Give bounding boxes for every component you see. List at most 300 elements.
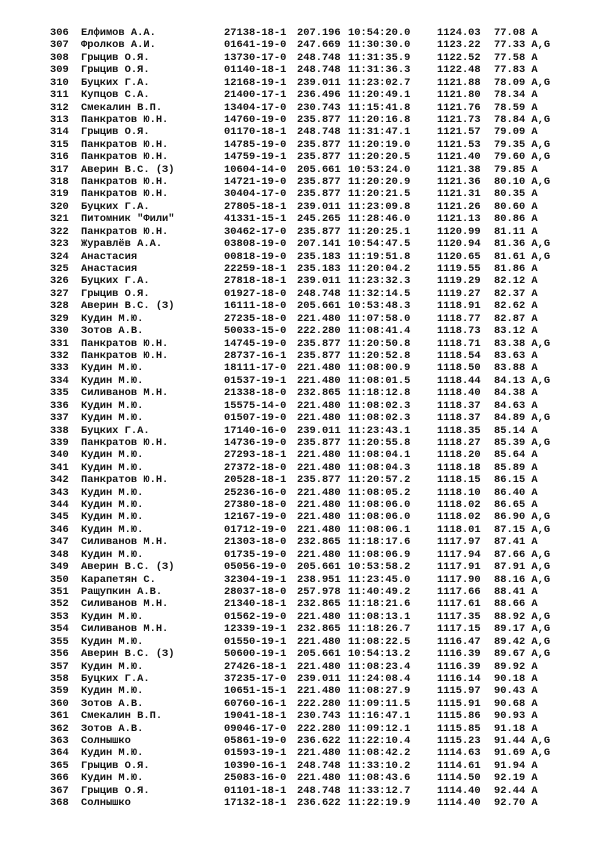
owner-name: Солнышко: [81, 735, 131, 748]
place: 352: [50, 598, 69, 611]
coefficient: 84.89 A,G: [494, 412, 551, 425]
distance: 235.877: [297, 436, 341, 449]
coefficient: 81.11 A: [494, 225, 538, 238]
table-row: [50, 238, 590, 250]
arrival-time: 11:08:00.9: [348, 362, 411, 375]
owner-name: Анастасия: [81, 263, 138, 276]
table-row: [50, 760, 590, 772]
ring-number: 10651-15-1: [224, 685, 287, 698]
table-row: [50, 549, 590, 561]
arrival-time: 11:23:45.0: [348, 573, 411, 586]
coefficient: 80.10 A,G: [494, 176, 551, 189]
arrival-time: 11:20:21.5: [348, 188, 411, 201]
arrival-time: 11:07:58.0: [348, 312, 411, 325]
ring-number: 14759-19-1: [224, 151, 287, 164]
distance: 221.480: [297, 312, 341, 325]
ring-number: 27138-18-1: [224, 27, 287, 39]
speed: 1121.73: [437, 113, 481, 126]
distance: 205.661: [297, 163, 341, 176]
distance: 221.480: [297, 399, 341, 412]
place: 360: [50, 697, 69, 710]
speed: 1121.76: [437, 101, 481, 114]
arrival-time: 10:53:58.2: [348, 561, 411, 574]
place: 329: [50, 312, 69, 325]
speed: 1118.54: [437, 349, 481, 362]
distance: 221.480: [297, 374, 341, 387]
coefficient: 79.85 A: [494, 163, 538, 176]
arrival-time: 10:54:47.5: [348, 238, 411, 251]
coefficient: 78.09 A,G: [494, 76, 551, 89]
coefficient: 83.88 A: [494, 362, 538, 375]
arrival-time: 11:20:50.8: [348, 337, 411, 350]
distance: 257.978: [297, 585, 341, 598]
distance: 221.480: [297, 660, 341, 673]
distance: 236.496: [297, 89, 341, 102]
distance: 221.480: [297, 412, 341, 425]
arrival-time: 11:08:04.1: [348, 449, 411, 462]
ring-number: 30404-17-0: [224, 188, 287, 201]
distance: 235.877: [297, 474, 341, 487]
owner-name: Кудин М.Ю.: [81, 499, 144, 512]
coefficient: 88.66 A: [494, 598, 538, 611]
owner-name: Панкратов Ю.Н.: [81, 337, 169, 350]
distance: 239.011: [297, 275, 341, 288]
place: 368: [50, 797, 69, 810]
arrival-time: 11:33:12.7: [348, 784, 411, 797]
speed: 1121.40: [437, 151, 481, 164]
place: 349: [50, 561, 69, 574]
arrival-time: 11:31:36.3: [348, 64, 411, 77]
ring-number: 14736-19-0: [224, 436, 287, 449]
ring-number: 27426-18-1: [224, 660, 287, 673]
speed: 1124.03: [437, 27, 481, 39]
distance: 248.748: [297, 759, 341, 772]
place: 318: [50, 176, 69, 189]
owner-name: Кудин М.Ю.: [81, 772, 144, 785]
distance: 230.743: [297, 710, 341, 723]
place: 311: [50, 89, 69, 102]
place: 359: [50, 685, 69, 698]
ring-number: 13730-17-0: [224, 51, 287, 64]
owner-name: Смекалин В.П.: [81, 101, 163, 114]
distance: 245.265: [297, 213, 341, 226]
coefficient: 89.67 A,G: [494, 648, 551, 661]
arrival-time: 11:08:02.3: [348, 412, 411, 425]
ring-number: 01735-19-0: [224, 548, 287, 561]
speed: 1118.50: [437, 362, 481, 375]
ring-number: 21338-18-0: [224, 387, 287, 400]
coefficient: 92.19 A: [494, 772, 538, 785]
coefficient: 81.61 A,G: [494, 250, 551, 263]
owner-name: Панкратов Ю.Н.: [81, 113, 169, 126]
table-row: [50, 511, 590, 523]
ring-number: 32304-19-1: [224, 573, 287, 586]
distance: 221.480: [297, 685, 341, 698]
arrival-time: 11:09:11.5: [348, 697, 411, 710]
owner-name: Силиванов М.Н.: [81, 598, 169, 611]
ring-number: 25083-16-0: [224, 772, 287, 785]
speed: 1117.35: [437, 610, 481, 623]
owner-name: Питомник "Фили": [81, 213, 175, 226]
place: 367: [50, 784, 69, 797]
table-row: [50, 64, 590, 76]
coefficient: 87.66 A,G: [494, 548, 551, 561]
distance: 235.877: [297, 113, 341, 126]
coefficient: 90.93 A: [494, 710, 538, 723]
distance: 232.865: [297, 536, 341, 549]
place: 335: [50, 387, 69, 400]
owner-name: Кудин М.Ю.: [81, 610, 144, 623]
owner-name: Буцких Г.А.: [81, 275, 150, 288]
ring-number: 50033-15-0: [224, 325, 287, 338]
owner-name: Аверин В.С. (З): [81, 163, 175, 176]
speed: 1117.97: [437, 536, 481, 549]
speed: 1118.71: [437, 337, 481, 350]
owner-name: Буцких Г.А.: [81, 76, 150, 89]
place: 332: [50, 349, 69, 362]
owner-name: Кудин М.Ю.: [81, 486, 144, 499]
coefficient: 77.08 A: [494, 27, 538, 39]
distance: 248.748: [297, 784, 341, 797]
table-row: [50, 151, 590, 163]
speed: 1117.94: [437, 548, 481, 561]
table-row: [50, 598, 590, 610]
ring-number: 03808-19-0: [224, 238, 287, 251]
table-row: [50, 723, 590, 735]
coefficient: 88.41 A: [494, 585, 538, 598]
place: 340: [50, 449, 69, 462]
coefficient: 84.63 A: [494, 399, 538, 412]
distance: 247.669: [297, 39, 341, 52]
speed: 1114.40: [437, 784, 481, 797]
owner-name: Анастасия: [81, 250, 138, 263]
arrival-time: 11:08:06.9: [348, 548, 411, 561]
arrival-time: 11:15:41.8: [348, 101, 411, 114]
distance: 232.865: [297, 623, 341, 636]
speed: 1114.63: [437, 747, 481, 760]
arrival-time: 11:20:49.1: [348, 89, 411, 102]
speed: 1118.77: [437, 312, 481, 325]
coefficient: 92.44 A: [494, 784, 538, 797]
arrival-time: 11:23:43.1: [348, 424, 411, 437]
place: 327: [50, 287, 69, 300]
owner-name: Буцких Г.А.: [81, 424, 150, 437]
table-row: [50, 375, 590, 387]
arrival-time: 11:18:26.7: [348, 623, 411, 636]
owner-name: Грыцив О.Я.: [81, 51, 150, 64]
arrival-time: 10:53:48.3: [348, 300, 411, 313]
ring-number: 17132-18-1: [224, 797, 287, 810]
owner-name: Панкратов Ю.Н.: [81, 225, 169, 238]
table-row: [50, 77, 590, 89]
place: 350: [50, 573, 69, 586]
owner-name: Кудин М.Ю.: [81, 449, 144, 462]
table-row: [50, 673, 590, 685]
table-row: [50, 350, 590, 362]
arrival-time: 11:08:27.9: [348, 685, 411, 698]
ring-number: 01593-19-1: [224, 747, 287, 760]
ring-number: 12167-19-0: [224, 511, 287, 524]
owner-name: Силиванов М.Н.: [81, 387, 169, 400]
arrival-time: 11:08:06.0: [348, 499, 411, 512]
owner-name: Кудин М.Ю.: [81, 548, 144, 561]
arrival-time: 11:20:25.1: [348, 225, 411, 238]
ring-number: 10604-14-0: [224, 163, 287, 176]
owner-name: Ращупкин А.В.: [81, 585, 163, 598]
table-row: [50, 226, 590, 238]
distance: 248.748: [297, 64, 341, 77]
arrival-time: 11:23:09.8: [348, 200, 411, 213]
table-row: [50, 698, 590, 710]
table-row: [50, 561, 590, 573]
distance: 230.743: [297, 101, 341, 114]
speed: 1118.73: [437, 325, 481, 338]
speed: 1118.91: [437, 300, 481, 313]
ring-number: 18111-17-0: [224, 362, 287, 375]
owner-name: Карапетян С.: [81, 573, 156, 586]
table-row: [50, 387, 590, 399]
coefficient: 91.94 A: [494, 759, 538, 772]
coefficient: 87.41 A: [494, 536, 538, 549]
speed: 1122.48: [437, 64, 481, 77]
ring-number: 05056-19-0: [224, 561, 287, 574]
ring-number: 01562-19-0: [224, 610, 287, 623]
place: 339: [50, 436, 69, 449]
distance: 235.877: [297, 176, 341, 189]
coefficient: 83.63 A: [494, 349, 538, 362]
coefficient: 78.84 A,G: [494, 113, 551, 126]
ring-number: 19041-18-1: [224, 710, 287, 723]
arrival-time: 11:20:04.2: [348, 263, 411, 276]
table-row: [50, 39, 590, 51]
table-row: [50, 611, 590, 623]
coefficient: 90.18 A: [494, 672, 538, 685]
arrival-time: 11:09:12.1: [348, 722, 411, 735]
distance: 222.280: [297, 325, 341, 338]
place: 344: [50, 499, 69, 512]
table-row: [50, 648, 590, 660]
table-row: [50, 263, 590, 275]
owner-name: Кудин М.Ю.: [81, 374, 144, 387]
ring-number: 14785-19-0: [224, 138, 287, 151]
arrival-time: 11:08:02.3: [348, 399, 411, 412]
coefficient: 90.68 A: [494, 697, 538, 710]
table-row: [50, 251, 590, 263]
table-row: [50, 412, 590, 424]
arrival-time: 11:31:35.9: [348, 51, 411, 64]
owner-name: Панкратов Ю.Н.: [81, 176, 169, 189]
ring-number: 13404-17-0: [224, 101, 287, 114]
speed: 1115.86: [437, 710, 481, 723]
place: 346: [50, 523, 69, 536]
coefficient: 82.37 A: [494, 287, 538, 300]
distance: 239.011: [297, 672, 341, 685]
speed: 1121.88: [437, 76, 481, 89]
arrival-time: 11:08:41.4: [348, 325, 411, 338]
owner-name: Аверин В.С. (З): [81, 648, 175, 661]
ring-number: 27372-18-0: [224, 461, 287, 474]
place: 321: [50, 213, 69, 226]
speed: 1114.61: [437, 759, 481, 772]
distance: 232.865: [297, 598, 341, 611]
table-row: [50, 437, 590, 449]
place: 312: [50, 101, 69, 114]
speed: 1118.02: [437, 499, 481, 512]
place: 324: [50, 250, 69, 263]
speed: 1116.39: [437, 660, 481, 673]
place: 323: [50, 238, 69, 251]
arrival-time: 11:20:16.8: [348, 113, 411, 126]
place: 322: [50, 225, 69, 238]
arrival-time: 11:23:32.3: [348, 275, 411, 288]
table-row: [50, 27, 590, 39]
place: 353: [50, 610, 69, 623]
arrival-time: 11:20:19.0: [348, 138, 411, 151]
speed: 1122.52: [437, 51, 481, 64]
distance: 205.661: [297, 300, 341, 313]
coefficient: 92.70 A: [494, 797, 538, 810]
distance: 222.280: [297, 722, 341, 735]
owner-name: Грыцив О.Я.: [81, 287, 150, 300]
coefficient: 78.34 A: [494, 89, 538, 102]
place: 309: [50, 64, 69, 77]
owner-name: Грыцив О.Я.: [81, 126, 150, 139]
distance: 205.661: [297, 648, 341, 661]
place: 330: [50, 325, 69, 338]
speed: 1119.27: [437, 287, 481, 300]
distance: 235.877: [297, 349, 341, 362]
speed: 1117.15: [437, 623, 481, 636]
speed: 1120.94: [437, 238, 481, 251]
distance: 205.661: [297, 561, 341, 574]
speed: 1118.44: [437, 374, 481, 387]
table-row: [50, 325, 590, 337]
owner-name: Кудин М.Ю.: [81, 362, 144, 375]
place: 315: [50, 138, 69, 151]
speed: 1120.99: [437, 225, 481, 238]
arrival-time: 11:40:49.2: [348, 585, 411, 598]
speed: 1119.29: [437, 275, 481, 288]
owner-name: Кудин М.Ю.: [81, 685, 144, 698]
owner-name: Панкратов Ю.Н.: [81, 474, 169, 487]
distance: 239.011: [297, 424, 341, 437]
table-row: [50, 710, 590, 722]
owner-name: Панкратов Ю.Н.: [81, 151, 169, 164]
table-row: [50, 685, 590, 697]
speed: 1119.55: [437, 263, 481, 276]
coefficient: 84.13 A,G: [494, 374, 551, 387]
owner-name: Кудин М.Ю.: [81, 312, 144, 325]
speed: 1118.15: [437, 474, 481, 487]
speed: 1118.02: [437, 511, 481, 524]
arrival-time: 11:18:17.6: [348, 536, 411, 549]
ring-number: 01927-18-0: [224, 287, 287, 300]
ring-number: 12168-19-1: [224, 76, 287, 89]
owner-name: Панкратов Ю.Н.: [81, 436, 169, 449]
ring-number: 21303-18-0: [224, 536, 287, 549]
coefficient: 82.12 A: [494, 275, 538, 288]
ring-number: 25236-16-0: [224, 486, 287, 499]
arrival-time: 11:19:51.8: [348, 250, 411, 263]
distance: 221.480: [297, 511, 341, 524]
distance: 221.480: [297, 486, 341, 499]
place: 338: [50, 424, 69, 437]
place: 326: [50, 275, 69, 288]
coefficient: 78.59 A: [494, 101, 538, 114]
table-row: [50, 139, 590, 151]
arrival-time: 11:20:52.8: [348, 349, 411, 362]
speed: 1117.91: [437, 561, 481, 574]
table-row: [50, 487, 590, 499]
place: 317: [50, 163, 69, 176]
coefficient: 77.83 A: [494, 64, 538, 77]
ring-number: 30462-17-0: [224, 225, 287, 238]
owner-name: Солнышко: [81, 797, 131, 810]
distance: 239.011: [297, 76, 341, 89]
distance: 235.877: [297, 225, 341, 238]
speed: 1121.57: [437, 126, 481, 139]
coefficient: 86.40 A: [494, 486, 538, 499]
owner-name: Кудин М.Ю.: [81, 635, 144, 648]
ring-number: 37235-17-0: [224, 672, 287, 685]
speed: 1121.38: [437, 163, 481, 176]
distance: 222.280: [297, 697, 341, 710]
coefficient: 79.60 A,G: [494, 151, 551, 164]
ring-number: 21340-18-1: [224, 598, 287, 611]
owner-name: Аверин В.С. (З): [81, 561, 175, 574]
place: 357: [50, 660, 69, 673]
place: 355: [50, 635, 69, 648]
ring-number: 01507-19-0: [224, 412, 287, 425]
table-row: [50, 623, 590, 635]
speed: 1116.47: [437, 635, 481, 648]
owner-name: Панкратов Ю.Н.: [81, 188, 169, 201]
speed: 1120.65: [437, 250, 481, 263]
place: 341: [50, 461, 69, 474]
place: 334: [50, 374, 69, 387]
ring-number: 10390-16-1: [224, 759, 287, 772]
distance: 221.480: [297, 461, 341, 474]
coefficient: 85.14 A: [494, 424, 538, 437]
speed: 1118.01: [437, 523, 481, 536]
coefficient: 88.92 A,G: [494, 610, 551, 623]
coefficient: 80.60 A: [494, 200, 538, 213]
coefficient: 90.43 A: [494, 685, 538, 698]
place: 345: [50, 511, 69, 524]
table-row: [50, 536, 590, 548]
ring-number: 15575-14-0: [224, 399, 287, 412]
ring-number: 01712-19-0: [224, 523, 287, 536]
speed: 1115.97: [437, 685, 481, 698]
distance: 221.480: [297, 747, 341, 760]
table-row: [50, 338, 590, 350]
ring-number: 00818-19-0: [224, 250, 287, 263]
arrival-time: 11:08:04.3: [348, 461, 411, 474]
coefficient: 85.64 A: [494, 449, 538, 462]
place: 354: [50, 623, 69, 636]
owner-name: Буцких Г.А.: [81, 200, 150, 213]
coefficient: 83.38 A,G: [494, 337, 551, 350]
owner-name: Кудин М.Ю.: [81, 747, 144, 760]
ring-number: 16111-18-0: [224, 300, 287, 313]
speed: 1115.85: [437, 722, 481, 735]
distance: 239.011: [297, 200, 341, 213]
owner-name: Журавлёв А.А.: [81, 238, 163, 251]
place: 362: [50, 722, 69, 735]
ring-number: 27293-18-1: [224, 449, 287, 462]
place: 351: [50, 585, 69, 598]
ring-number: 01550-19-1: [224, 635, 287, 648]
